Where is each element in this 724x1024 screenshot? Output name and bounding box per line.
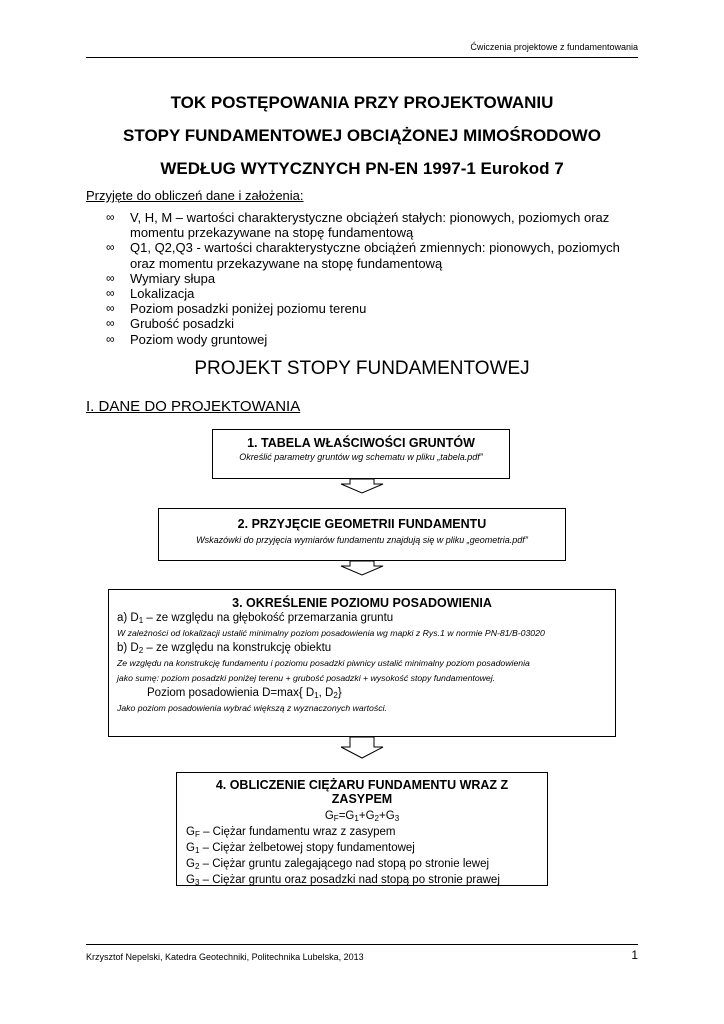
list-item: ∞ Grubość posadzki [106, 316, 235, 332]
title-line-2: STOPY FUNDAMENTOWEJ OBCIĄŻONEJ MIMOŚRODOWO [123, 126, 601, 145]
step-3-option-b-note-2: jako sumę: poziom posadzki poniżej terenu + grubość posadzki + wysokość stopy fundamentowej. [117, 673, 496, 683]
step-4-box [176, 772, 548, 886]
running-header: Ćwiczenia projektowe z fundamentowania [470, 42, 638, 52]
step-3-option-a: a) $D_1$ – ze względu na głębokość przemarzania gruntu [117, 612, 394, 625]
list-item: ∞ V, H, M – wartości charakterystyczne obciążeń stałych: pionowych, poziomych oraz momentu przekazywane na stopę fundamentową [106, 210, 610, 241]
list-item: ∞ Poziom posadzki poniżej poziomu terenu [106, 301, 367, 317]
title-line-1: TOK POSTĘPOWANIA PRZY PROJEKTOWANIU [170, 93, 554, 112]
step-3-formula: Poziom posadowienia D=max{ $D_1$, $D_2$} [147, 687, 342, 700]
list-item: ∞ Q1, Q2,Q3 - wartości charakterystyczne obciążeń zmiennych: pionowych, poziomych oraz momentu przekazywane na stopę fundamentową [106, 240, 620, 271]
infinity-bullet-icon: ∞ [106, 240, 115, 255]
list-item: ∞ Poziom wody gruntowej [106, 331, 268, 347]
step-3-option-b: b) $D_2$ – ze względu na konstrukcję obiektu [117, 642, 332, 655]
step-1-box [212, 429, 510, 479]
title-line-3: WEDŁUG WYTYCZNYCH PN-EN 1997-1 Eurokod 7 [160, 159, 564, 178]
infinity-bullet-icon: ∞ [106, 270, 115, 285]
step-3-title: 3. OKREŚLENIE POZIOMU POSADOWIENIA [232, 596, 492, 610]
list-item: ∞ Wymiary słupa [106, 270, 216, 286]
footer-rule [86, 944, 638, 945]
step-2-note: Wskazówki do przyjęcia wymiarów fundamentu znajdują się w pliku „geometria.pdf” [196, 535, 528, 545]
list-item: ∞ Lokalizacja [106, 286, 195, 302]
step-2-box [158, 508, 566, 561]
page-number: 1 [631, 948, 638, 962]
part-title: I. DANE DO PROJEKTOWANIA [86, 398, 301, 415]
step-4-title: 4. OBLICZENIE CIĘŻARU FUNDAMENTU WRAZ Z ZASYPEM [215, 778, 509, 806]
infinity-bullet-icon: ∞ [106, 210, 115, 224]
step-1-title: 1. TABELA WŁAŚCIWOŚCI GRUNTÓW [247, 436, 475, 450]
flow-arrow-icon [337, 737, 387, 759]
assumptions-list [104, 210, 644, 347]
document-title [86, 86, 638, 185]
step-3-final-note: Jako poziom posadowienia wybrać większą z wyznaczonych wartości. [117, 703, 387, 713]
list-item: $G_2$ – Ciężar gruntu zalegającego nad stopą po stronie lewej [186, 858, 490, 871]
step-2-title: 2. PRZYJĘCIE GEOMETRII FUNDAMENTU [237, 517, 487, 531]
step-3-option-a-note: W zależności od lokalizacji ustalić minimalny poziom posadowienia wg mapki z Rys.1 w normie PN-81/B-03020 [117, 628, 545, 638]
infinity-bullet-icon: ∞ [106, 286, 115, 301]
list-item: $G_1$ – Ciężar żelbetowej stopy fundamentowej [186, 842, 415, 855]
flow-arrow-icon [337, 561, 387, 576]
infinity-bullet-icon: ∞ [106, 301, 115, 316]
footer-author: Krzysztof Nepelski, Katedra Geotechniki, Politechnika Lubelska, 2013 [86, 952, 364, 962]
infinity-bullet-icon: ∞ [106, 316, 115, 331]
infinity-bullet-icon: ∞ [106, 331, 115, 346]
step-4-formula: $G_F=G_1+G_2+G_3$ [324, 810, 400, 823]
step-3-box [108, 589, 616, 737]
list-item: $G_F$ – Ciężar fundamentu wraz z zasypem [186, 826, 396, 839]
step-3-option-b-note-1: Ze względu na konstrukcję fundamentu i poziomu posadzki piwnicy ustalić minimalny poziom posadowienia [117, 658, 530, 668]
flow-arrow-icon [337, 479, 387, 494]
section-title: PROJEKT STOPY FUNDAMENTOWEJ [194, 358, 530, 379]
assumptions-heading: Przyjęte do obliczeń dane i założenia: [86, 188, 304, 203]
list-item: $G_3$ – Ciężar gruntu oraz posadzki nad stopą po stronie prawej [186, 874, 500, 887]
step-1-note: Określić parametry gruntów wg schematu w pliku „tabela.pdf” [239, 452, 483, 462]
header-rule [86, 57, 638, 58]
